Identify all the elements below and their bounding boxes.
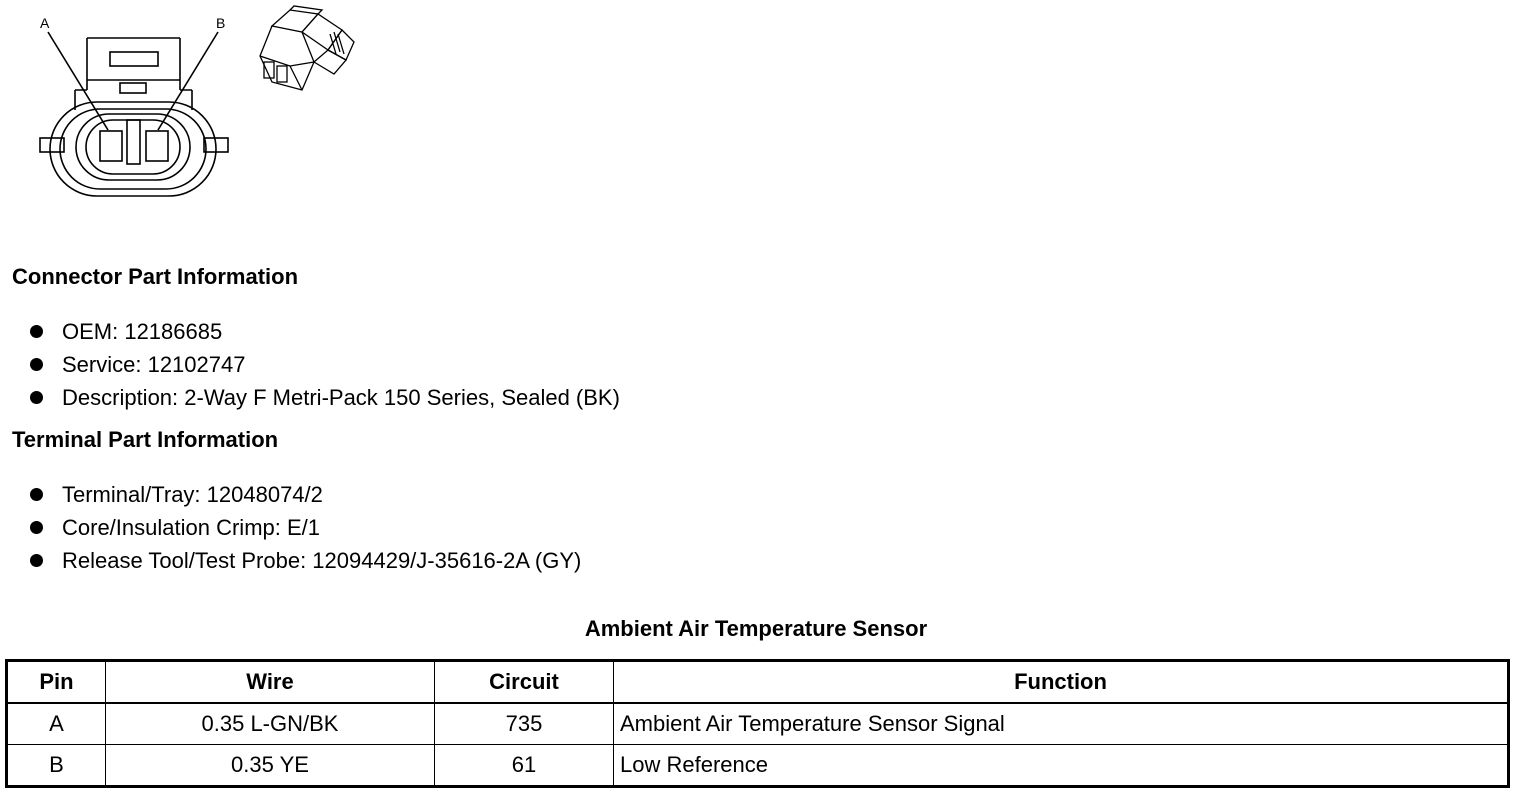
column-header-circuit: Circuit [435,661,614,704]
column-header-wire: Wire [106,661,435,704]
circuit-cell: 735 [435,703,614,745]
list-item [28,385,620,418]
pin-cell: A [7,703,106,745]
connector-part-heading: Connector Part Information [12,264,299,289]
function-cell: Low Reference [614,745,1509,787]
core-insulation-crimp: Core/Insulation Crimp: E/1 [62,515,320,540]
terminal-part-list [28,482,581,581]
connector-description: Description: 2-Way F Metri-Pack 150 Series, Sealed (BK) [62,385,620,410]
wire-cell: 0.35 L-GN/BK [106,703,435,745]
column-header-function: Function [614,661,1509,704]
list-item [28,515,581,548]
column-header-pin: Pin [7,661,106,704]
list-item [28,352,620,385]
connector-isometric-sketch [250,4,360,94]
terminal-part-heading: Terminal Part Information [12,427,279,452]
connector-part-list [28,319,620,418]
circuit-cell: 61 [435,745,614,787]
connector-face-diagram [30,10,230,200]
bullet-icon [30,325,43,338]
cavity-b-label: B [216,15,226,31]
bullet-icon [30,554,43,567]
list-item [28,319,620,352]
service-part-number: Service: 12102747 [62,352,246,377]
cavity-a-label: A [40,15,50,31]
release-tool-test-probe: Release Tool/Test Probe: 12094429/J-35616-2A (GY) [62,548,582,573]
bullet-icon [30,391,43,404]
bullet-icon [30,358,43,371]
oem-part-number: OEM: 12186685 [62,319,223,344]
table-title: Ambient Air Temperature Sensor [584,616,928,641]
pinout-table [5,659,1510,788]
bullet-icon [30,521,43,534]
terminal-tray: Terminal/Tray: 12048074/2 [62,482,323,507]
table-row [7,745,1509,787]
table-header-row [7,661,1509,704]
bullet-icon [30,488,43,501]
list-item [28,482,581,515]
pin-cell: B [7,745,106,787]
list-item [28,548,581,581]
function-cell: Ambient Air Temperature Sensor Signal [614,703,1509,745]
wire-cell: 0.35 YE [106,745,435,787]
table-row [7,703,1509,745]
